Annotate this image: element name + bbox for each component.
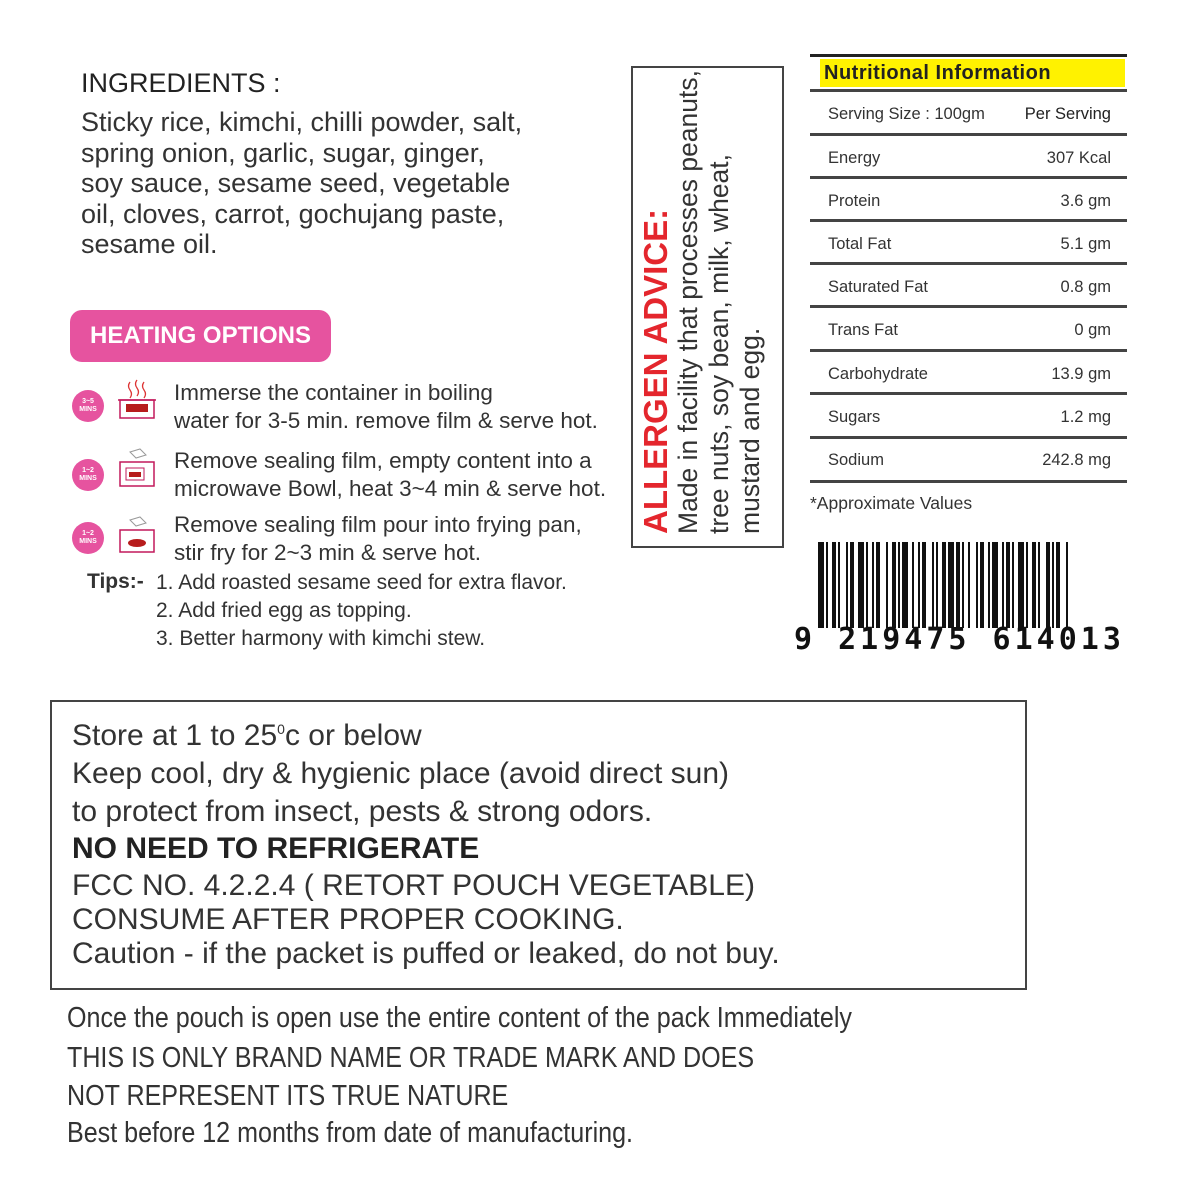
time-badge: [72, 459, 104, 491]
storage-line: to protect from insect, pests & strong odors.: [72, 795, 653, 828]
barcode-bar: [838, 542, 840, 628]
nutrient-value: 13.9 gm: [1051, 365, 1111, 383]
microwave-icon: [116, 446, 158, 490]
barcode-bar: [832, 542, 836, 628]
barcode-bar: [956, 542, 960, 628]
nutrition-header: [810, 59, 1127, 89]
badge-bottom: MINS: [79, 538, 97, 545]
badge-bottom: MINS: [79, 406, 97, 413]
barcode-bar: [918, 542, 920, 628]
ingredients-line: spring onion, garlic, sugar, ginger,: [81, 137, 485, 168]
step-line: Remove sealing film pour into frying pan,: [174, 512, 582, 537]
allergen-rotated: [633, 68, 782, 546]
nutrient-value: 242.8 mg: [1042, 451, 1111, 469]
nutrition-row: [810, 309, 1127, 349]
allergen-heading-text: ALLERGEN ADVICE:: [637, 208, 674, 534]
nutrient-name: Carbohydrate: [828, 365, 928, 383]
nutrition-rule: [810, 305, 1127, 308]
storage-temp-text: Store at 1 to 25: [72, 719, 278, 752]
storage-temp-unit: c or below: [284, 719, 422, 752]
fcc-line: FCC NO. 4.2.2.4 ( RETORT POUCH VEGETABLE): [72, 869, 755, 902]
barcode-bar: [1052, 542, 1054, 628]
barcode-bar: [932, 542, 934, 628]
nutrient-value: 3.6 gm: [1060, 192, 1111, 210]
nutrition-rule: [810, 176, 1127, 179]
consume-line: CONSUME AFTER PROPER COOKING.: [72, 903, 624, 936]
nutrient-name: Protein: [828, 192, 881, 210]
nutrient-name: Trans Fat: [828, 321, 898, 339]
step-line: stir fry for 2~3 min & serve hot.: [174, 540, 481, 565]
nutrient-value: 0 gm: [1074, 321, 1111, 339]
per-serving-label: Per Serving: [1024, 105, 1111, 123]
barcode-bar: [1002, 542, 1004, 628]
ingredients-line: soy sauce, sesame seed, vegetable: [81, 168, 511, 198]
ingredients-line: sesame oil.: [81, 229, 218, 259]
barcode-bar: [898, 542, 900, 628]
ingredients-line: Sticky rice, kimchi, chilli powder, salt,: [81, 107, 523, 137]
barcode-bar: [876, 542, 880, 628]
barcode-number: 9 219475 614013: [794, 622, 1125, 657]
nutrient-value: 5.1 gm: [1060, 235, 1111, 253]
nutrition-row: [810, 223, 1127, 263]
nutrition-row: [810, 353, 1127, 393]
heating-step: [174, 447, 634, 503]
barcode-bar: [968, 542, 970, 628]
nutrient-name: Energy: [828, 149, 881, 167]
footer-line: Best before 12 months from date of manufacturing.: [67, 1117, 634, 1149]
step-line: Remove sealing film, empty content into a: [174, 448, 592, 473]
barcode-bar: [1012, 542, 1014, 628]
barcode-bar: [1066, 542, 1068, 628]
barcode-bar: [892, 542, 896, 628]
nutrition-rule: [810, 392, 1127, 395]
barcode-bar: [980, 542, 984, 628]
badge-top: 1~2: [82, 467, 94, 474]
barcode-bar: [988, 542, 990, 628]
degree-mark: 0: [277, 721, 285, 737]
nutrition-row: [810, 180, 1127, 220]
allergen-text-wrap: [633, 68, 782, 546]
barcode-bar: [1038, 542, 1040, 628]
boiling-pot-icon: [116, 378, 158, 422]
approximate-values-note: *Approximate Values: [810, 493, 973, 513]
storage-line: Keep cool, dry & hygienic place (avoid direct sun): [72, 757, 730, 790]
nutrition-rule: [810, 219, 1127, 222]
barcode-bar: [850, 542, 854, 628]
no-refrigerate-line: NO NEED TO REFRIGERATE: [72, 832, 480, 865]
barcode-bar: [1006, 542, 1010, 628]
nutrition-row: [810, 439, 1127, 479]
nutrient-name: Saturated Fat: [828, 278, 928, 296]
barcode-bar: [992, 542, 998, 628]
nutrition-rule: [810, 89, 1127, 92]
barcode-bar: [912, 542, 914, 628]
heating-step: [174, 379, 634, 435]
barcode-bar: [1046, 542, 1050, 628]
step-line: water for 3-5 min. remove film & serve hot.: [174, 408, 598, 433]
barcode-bar: [1056, 542, 1060, 628]
ingredients-list: [81, 107, 601, 260]
nutrition-rule: [810, 480, 1127, 483]
barcode-bar: [1032, 542, 1036, 628]
step-line: Immerse the container in boiling: [174, 380, 493, 405]
nutrient-name: Sugars: [828, 408, 881, 426]
nutrition-row: [810, 266, 1127, 306]
barcode-bar: [846, 542, 848, 628]
tip-item: 2. Add fried egg as topping.: [156, 599, 412, 622]
barcode-bar: [1026, 542, 1028, 628]
ingredients-title: INGREDIENTS :: [81, 68, 281, 98]
barcode-bar: [872, 542, 874, 628]
time-badge: [72, 390, 104, 422]
badge-top: 1~2: [82, 530, 94, 537]
nutrient-value: 307 Kcal: [1046, 149, 1111, 167]
badge-bottom: MINS: [79, 475, 97, 482]
serving-size-row: [810, 93, 1127, 133]
tips-label: Tips:-: [87, 570, 144, 593]
footer-line: THIS IS ONLY BRAND NAME OR TRADE MARK AND DOES: [67, 1042, 755, 1074]
allergen-line: tree nuts, soy bean, milk, wheat,: [704, 153, 734, 534]
barcode-bar: [922, 542, 926, 628]
serving-size-label: Serving Size : 100gm: [828, 105, 985, 123]
barcode-image: [816, 542, 1142, 628]
badge-top: 3~5: [82, 398, 94, 405]
frying-pan-icon: [116, 512, 158, 556]
tip-item: 1. Add roasted sesame seed for extra flavor.: [156, 571, 567, 594]
allergen-line: Made in facility that processes peanuts,: [673, 70, 703, 534]
barcode-bar: [1018, 542, 1024, 628]
footer-line: Once the pouch is open use the entire content of the pack Immediately: [67, 1002, 852, 1034]
footer-line: NOT REPRESENT ITS TRUE NATURE: [67, 1080, 509, 1112]
nutrition-rule: [810, 349, 1127, 352]
time-badge: [72, 522, 104, 554]
barcode-bar: [886, 542, 888, 628]
heating-step: [174, 511, 634, 567]
barcode-bar: [962, 542, 964, 628]
barcode-bar: [826, 542, 828, 628]
allergen-line: mustard and egg.: [735, 327, 765, 534]
barcode-bar: [948, 542, 954, 628]
nutrient-name: Total Fat: [828, 235, 892, 253]
nutrient-name: Sodium: [828, 451, 884, 469]
step-line: microwave Bowl, heat 3~4 min & serve hot.: [174, 476, 607, 501]
barcode-bar: [858, 542, 864, 628]
allergen-body: [673, 70, 766, 534]
storage-temp-line: [72, 719, 422, 753]
nutrition-rule: [810, 133, 1127, 136]
barcode-bar: [902, 542, 908, 628]
nutrition-row: [810, 137, 1127, 177]
barcode-bar: [942, 542, 946, 628]
nutrient-value: 1.2 mg: [1060, 408, 1111, 426]
barcode-bar: [866, 542, 868, 628]
barcode-bar: [818, 542, 824, 628]
nutrition-title: Nutritional Information: [820, 59, 1125, 87]
nutrition-rule: [810, 262, 1127, 265]
nutrient-value: 0.8 gm: [1060, 278, 1111, 296]
nutrition-row: [810, 396, 1127, 436]
tip-item: 3. Better harmony with kimchi stew.: [156, 627, 486, 650]
heating-options-label: HEATING OPTIONS: [70, 310, 331, 362]
barcode-bar: [976, 542, 978, 628]
caution-line: Caution - if the packet is puffed or leaked, do not buy.: [72, 937, 780, 970]
ingredients-line: oil, cloves, carrot, gochujang paste,: [81, 198, 505, 229]
nutrition-top-rule: [810, 54, 1127, 57]
barcode-bar: [936, 542, 938, 628]
